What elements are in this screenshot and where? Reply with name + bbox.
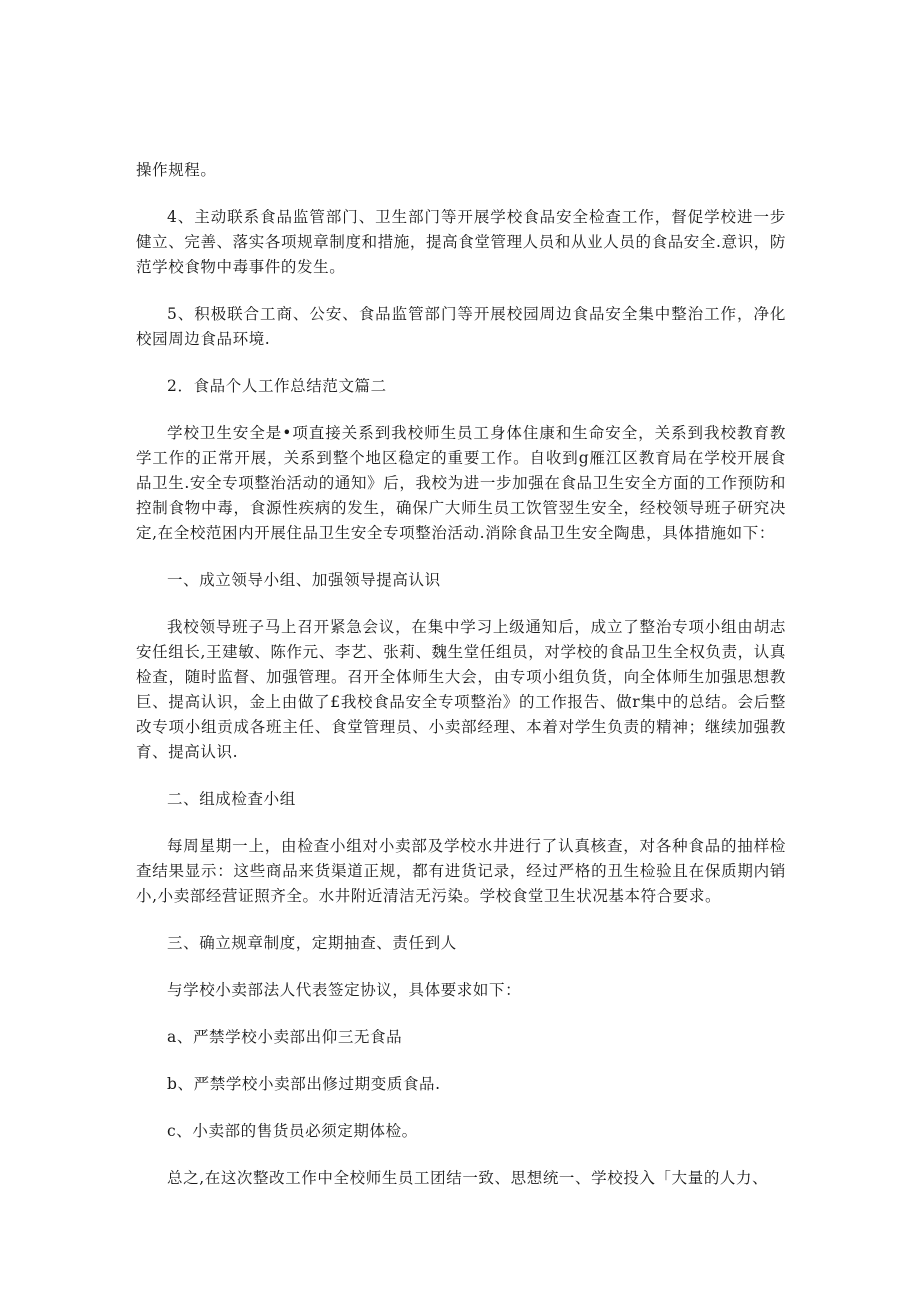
paragraph-item-4: 4、主动联系食品监管部门、卫生部门等开展学校食品安全检查工作，督促学校进一步健立、完善、落实各项规章制度和措施，提高食堂管理人员和从业人员的食品安全.意识，防范学校食物中毒事件的发生。 xyxy=(136,208,786,276)
document-body xyxy=(136,158,786,1191)
list-item-b: b、严禁学校小卖部出修过期变质食品. xyxy=(167,1075,441,1093)
list-item-a: a、严禁学校小卖部出仰三无食品 xyxy=(167,1028,403,1046)
paragraph-summary: 总之,在这次整改工作中全校师生员工团结一致、思想统一、学校投入「大量的人力、 xyxy=(167,1169,769,1187)
paragraph-item-5: 5、积极联合工商、公安、食品监管部门等开展校园周边食品安全集中整治工作，净化校园周边食品环境. xyxy=(136,305,786,348)
paragraph-continuation: 操作规程。 xyxy=(136,161,217,179)
heading-two: 二、组成检査小组 xyxy=(167,790,296,808)
paragraph-intro: 学校卫生安全是•项直接关系到我校师生员工身体住康和生命安全，关系到我校教育教学工作的正常开展，关系到整个地区稳定的重要工作。自收到g雁江区教育局在学校开展食品卫生.安全专项整治活动的通知》后，我校为进一步加强在食品卫生安全方面的工作预防和控制食物中毒，食源性疾病的发生，确保广大师生员工饮管翌生安全，经校领导班子研究决定,在全校范困内开展住品卫生安全专项整治活动.消除食品卫生安全陶患，具体措施如下： xyxy=(136,424,786,542)
heading-one: 一、成立领导小组、加强领导提高认识 xyxy=(167,571,441,589)
paragraph-agreement: 与学校小卖部法人代表签定协议，具体要求如下： xyxy=(167,981,522,999)
paragraph-leadership: 我校领导班子马上召开紧急会议，在集中学习上级通知后，成立了整治专项小组由胡志安任组长,王建敏、陈作元、李艺、张莉、魏生堂任组员，对学校的食品卫生全权负责，认真检查，随时监督、加强管理。召开全体师生大会，由专项小组负货，向全体师生加强思想教巨、提高认识，金上由做了£我校食品安全专项整治》的工作报告、做r集中的总结。会后整改专项小组贡成各班主任、食堂管理员、小卖部经理、本着对学生负责的精神；继续加强教育、提高认识. xyxy=(136,618,786,761)
list-item-c: c、小卖部的售货员必须定期体检。 xyxy=(167,1122,418,1140)
paragraph-inspection: 每周星期一上，由检查小组对小卖部及学校水井进行了认真核查，对各种食品的抽样检查结果显示：这些商品来货渠道正规，都有进货记录，经过严格的丑生检验且在保质期内销小,小卖部经营证照齐全。水井附近清洁无污染。学校食堂卫生状况基本符合要求。 xyxy=(136,837,786,905)
heading-three: 三、确立规章制度，定期抽查、责任到人 xyxy=(167,934,457,952)
section-heading-part-two: 2．食品个人工作总结范文篇二 xyxy=(167,377,387,395)
